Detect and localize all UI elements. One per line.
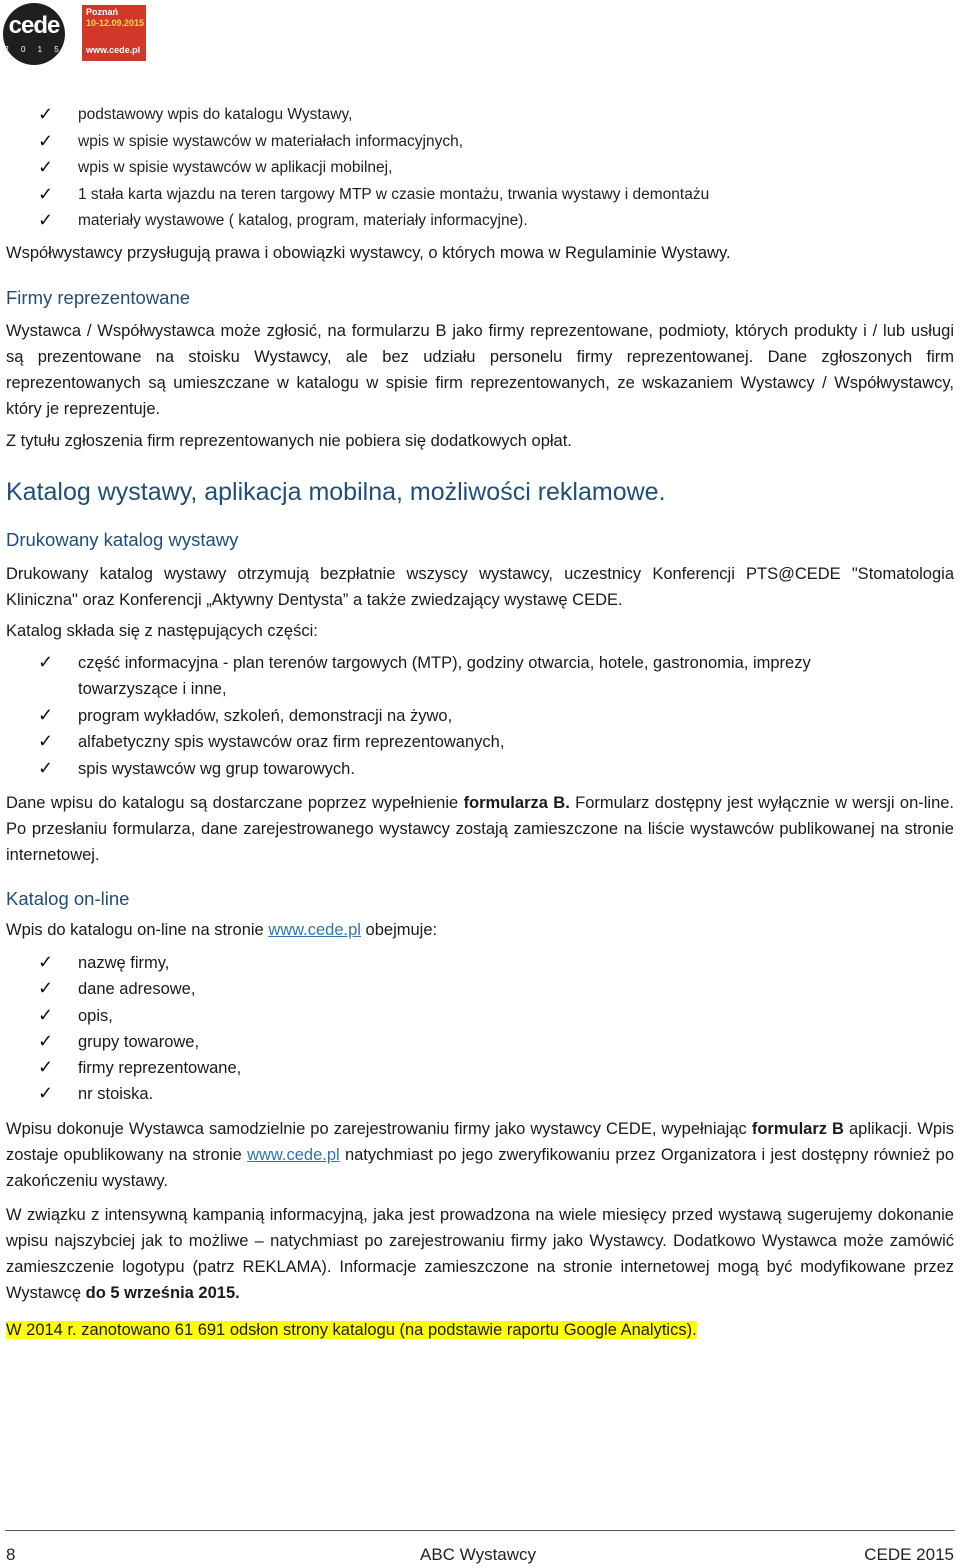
page-number: 8 bbox=[6, 1545, 16, 1564]
check-icon: ✓ bbox=[38, 210, 54, 230]
campaign-paragraph: W związku z intensywną kampanią informacyjną, jaka jest prowadzona na wiele miesięcy przed wystawą sugerujemy dokonanie wpisu najszybciej jak to możliwe – natychmiast po zarejestrowaniu firmy jako Wystawcy. Dodatkowo Wystawca może zamówić zamieszczenie logotypu (patrz REKLAMA). Informacje zamieszczone na stronie internetowej mogą być modyfikowane przez Wystawcę do 5 września 2015. bbox=[6, 1206, 954, 1302]
logo-text: cede bbox=[8, 12, 60, 39]
printed-paragraph: Drukowany katalog wystawy otrzymują bezpłatnie wszyscy wystawcy, uczestnicy Konferencji PTS@CEDE "Stomatologia Kliniczna" oraz Konferencji „Aktywny Dentysta” a także zwiedzający wystawę CEDE. bbox=[6, 565, 954, 609]
cede-link[interactable]: www.cede.pl bbox=[247, 1146, 340, 1164]
logo-year: 2 0 1 5 bbox=[4, 45, 64, 54]
highlighted-stats: W 2014 r. zanotowano 61 691 odsłon strony katalogu (na podstawie raportu Google Analytics). bbox=[6, 1321, 697, 1339]
check-icon: ✓ bbox=[38, 705, 54, 725]
footer-divider bbox=[5, 1530, 955, 1531]
check-icon: ✓ bbox=[38, 952, 54, 972]
cede-logo bbox=[3, 3, 65, 65]
check-icon: ✓ bbox=[38, 157, 54, 177]
event-city: Poznań bbox=[86, 7, 119, 17]
section-heading-printed: Drukowany katalog wystawy bbox=[6, 529, 239, 550]
co-exhibitors-paragraph: Współwystawcy przysługują prawa i obowiązki wystawcy, o których mowa w Regulaminie Wystawy. bbox=[6, 244, 731, 262]
check-icon: ✓ bbox=[38, 184, 54, 204]
check-icon: ✓ bbox=[38, 1005, 54, 1025]
check-icon: ✓ bbox=[38, 104, 54, 124]
check-icon: ✓ bbox=[38, 131, 54, 151]
cede-link[interactable]: www.cede.pl bbox=[268, 921, 361, 939]
section-heading-online: Katalog on-line bbox=[6, 888, 130, 909]
check-icon: ✓ bbox=[38, 978, 54, 998]
check-icon: ✓ bbox=[38, 652, 54, 672]
section-heading-represented: Firmy reprezentowane bbox=[6, 287, 191, 308]
data-entry-paragraph: Dane wpisu do katalogu są dostarczane poprzez wypełnienie formularza B. Formularz dostępny jest wyłącznie w wersji on-line. Po przesłaniu formularza, dane zarejestrowanego wystawcy zostają zamieszczone na liście wystawców publikowanej na stronie internetowej. bbox=[6, 794, 955, 864]
footer-event: CEDE 2015 bbox=[864, 1545, 954, 1564]
represented-paragraph: Wystawca / Współwystawca może zgłosić, na formularzu B jako firmy reprezentowane, podmioty, których produkty i / lub usługi są prezentowane na stoisku Wystawcy, ale bez udziału personelu firmy reprezentowanej. Dane zgłoszonych firm reprezentowanych są umieszczane w katalogu w spisie firm reprezentowanych, ze wskazaniem Wystawcy / Współwystawcy, który je reprezentuje. bbox=[6, 322, 954, 418]
footer-title: ABC Wystawcy bbox=[420, 1545, 537, 1564]
fees-paragraph: Z tytułu zgłoszenia firm reprezentowanych nie pobiera się dodatkowych opłat. bbox=[6, 432, 572, 450]
check-icon: ✓ bbox=[38, 1057, 54, 1077]
event-badge bbox=[82, 5, 146, 61]
event-dates: 10-12.09.2015 bbox=[86, 18, 145, 28]
parts-intro: Katalog składa się z następujących części: bbox=[6, 622, 318, 640]
check-icon: ✓ bbox=[38, 758, 54, 778]
event-site: www.cede.pl bbox=[86, 45, 141, 55]
entry-paragraph: Wpisu dokonuje Wystawca samodzielnie po zarejestrowaniu firmy jako wystawcy CEDE, wypełniając formularz B aplikacji. Wpis zostaje opublikowany na stronie www.cede.pl natychmiast po jego zweryfikowaniu przez Organizatora i jest dostępny również po zakończeniu wystawy. bbox=[6, 1120, 954, 1190]
online-intro: Wpis do katalogu on-line na stronie www.cede.pl obejmuje: bbox=[6, 921, 438, 939]
page-title: Katalog wystawy, aplikacja mobilna, możliwości reklamowe. bbox=[6, 478, 666, 506]
check-icon: ✓ bbox=[38, 731, 54, 751]
stats-paragraph bbox=[6, 1321, 697, 1340]
check-icon: ✓ bbox=[38, 1083, 54, 1103]
check-icon: ✓ bbox=[38, 1031, 54, 1051]
